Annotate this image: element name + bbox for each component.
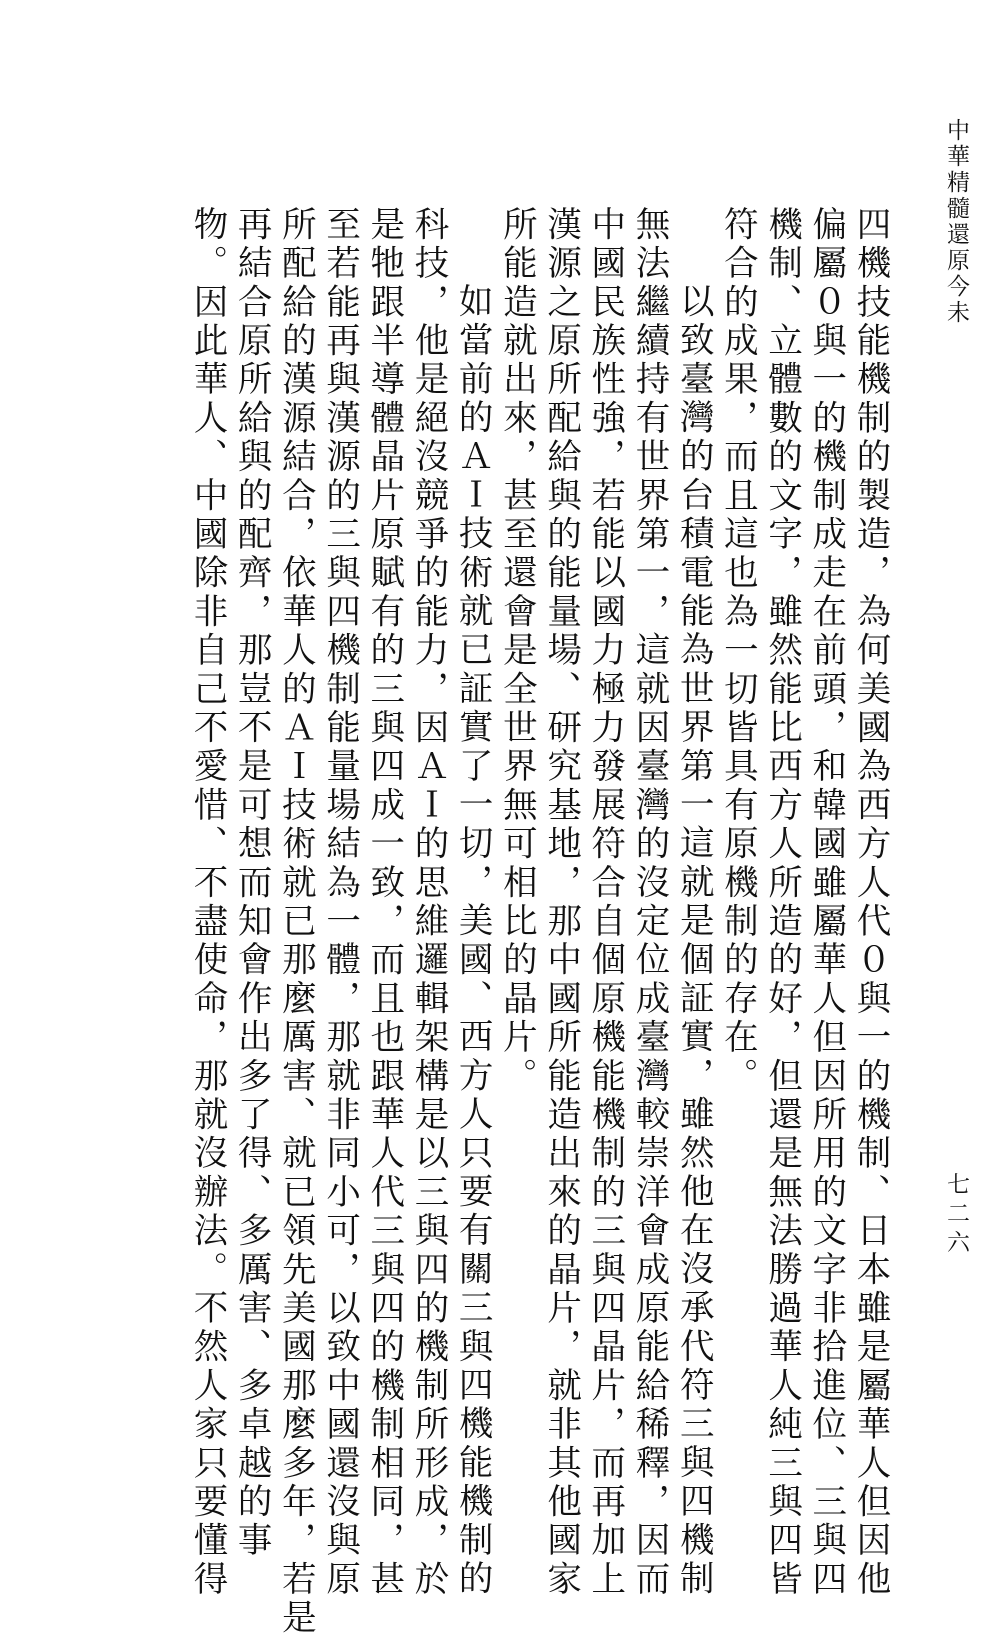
text-column: 所能造就出來，甚至還會是全世界無可相比的晶片。 bbox=[496, 206, 537, 1097]
text-column: 漢源之原所配給與的能量場、研究基地，那中國所能造出來的晶片，就非其他國家 bbox=[540, 206, 581, 1600]
text-column: 物。因此華人、中國除非自己不愛惜、不盡使命，那就沒辦法。不然人家只要懂得 bbox=[186, 206, 227, 1600]
text-column: 機制、立體數的文字，雖然能比西方人所造的好，但還是無法勝過華人純三與四皆 bbox=[761, 206, 802, 1600]
page-number: 七二六 bbox=[943, 1172, 969, 1259]
text-column: 無法繼續持有世界第一，這就因臺灣的沒定位成臺灣較崇洋會成原能給稀釋，因而 bbox=[628, 206, 669, 1600]
text-column: 中國民族性強，若能以國力極力發展符合自個原機能機制的三與四晶片，而再加上 bbox=[584, 206, 625, 1600]
running-header: 中華精髓還原今未 bbox=[943, 118, 969, 326]
body-text bbox=[185, 206, 892, 1638]
text-column: 所配給的漢源結合，依華人的ＡＩ技術就已那麼厲害、就已領先美國那麼多年，若是 bbox=[275, 206, 316, 1638]
text-column: 是牠跟半導體晶片原賦有的三與四成一致，而且也跟華人代三與四的機制相同，甚 bbox=[363, 206, 404, 1600]
text-column: 符合的成果，而且這也為一切皆具有原機制的存在。 bbox=[717, 206, 758, 1097]
text-column: 偏屬０與一的機制成走在前頭，和韓國雖屬華人但因所用的文字非拾進位、三與四 bbox=[805, 206, 846, 1600]
text-column: 科技，他是絕沒競爭的能力，因ＡＩ的思維邏輯架構是以三與四的機制所形成，於 bbox=[407, 206, 448, 1600]
text-column: 再結合原所給與的配齊，那豈不是可想而知會作出多了得、多厲害、多卓越的事 bbox=[231, 206, 272, 1561]
text-column-paragraph-start: 如當前的ＡＩ技術就已証實了一切，美國、西方人只要有關三與四機能機制的 bbox=[452, 283, 493, 1599]
text-column: 至若能再與漢源的三與四機制能量場結為一體，那就非同小可，以致中國還沒與原 bbox=[319, 206, 360, 1600]
text-column: 四機技能機制的製造，為何美國為西方人代０與一的機制、日本雖是屬華人但因他 bbox=[850, 206, 890, 1600]
text-column-paragraph-start: 以致臺灣的台積電能為世界第一這就是個証實，雖然他在沒承代符三與四機制 bbox=[673, 283, 714, 1599]
